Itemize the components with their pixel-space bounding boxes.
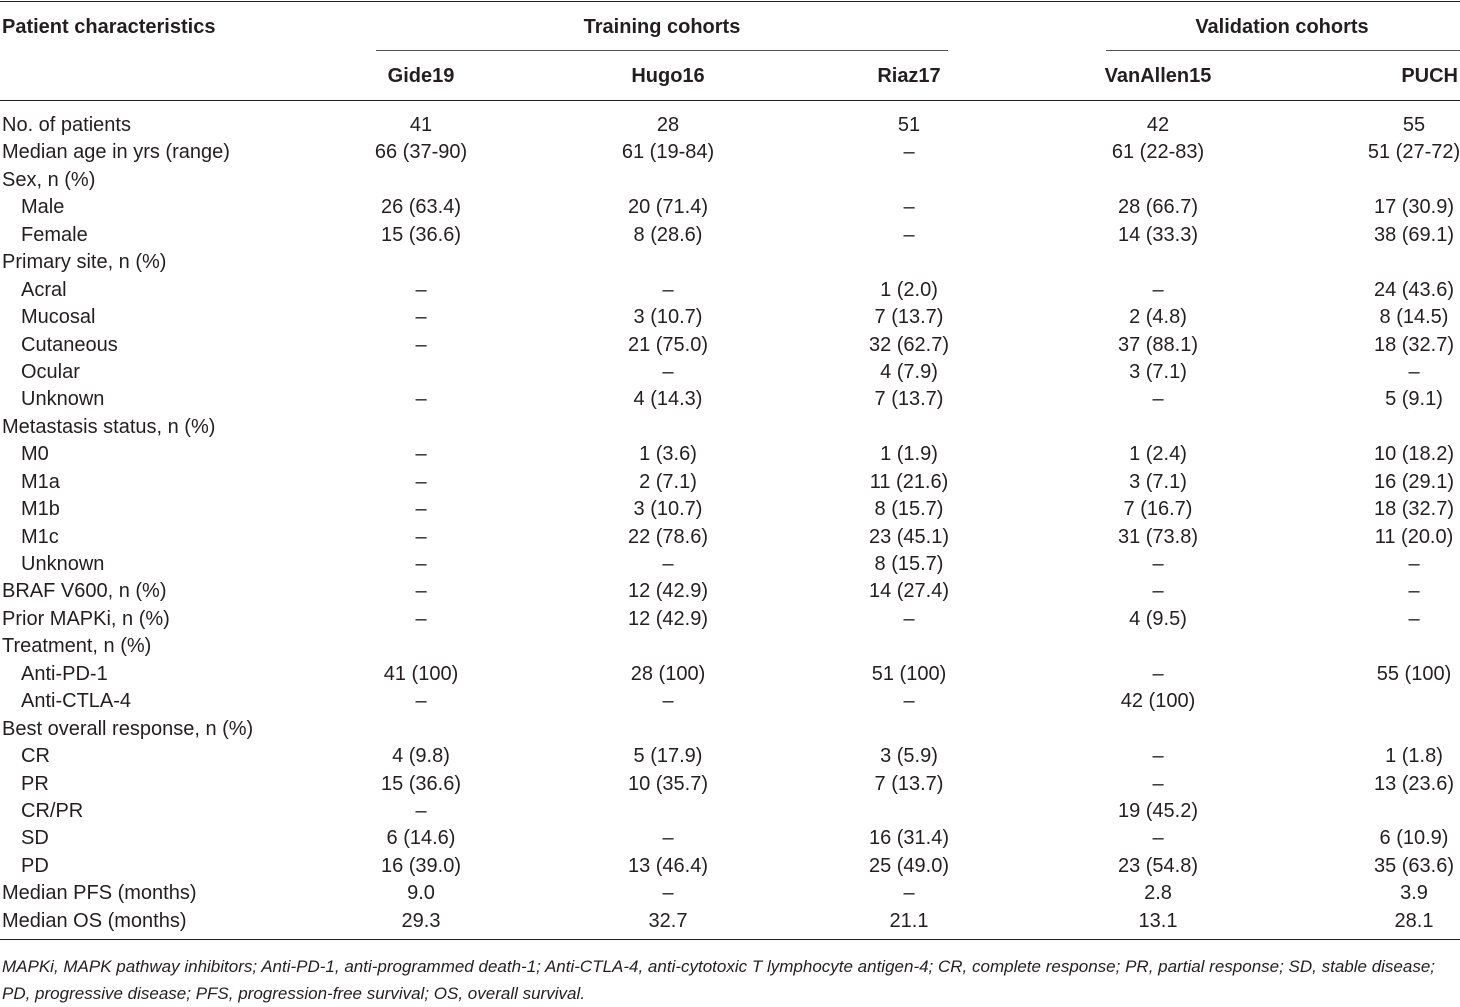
table-row	[0, 524, 1460, 551]
table-cell: 1 (1.8)	[1385, 745, 1443, 768]
table-cell: 55 (100)	[1376, 662, 1452, 685]
table-cell: 2 (4.8)	[1129, 306, 1187, 329]
table-cell: 28.1	[1394, 909, 1434, 932]
table-footnote: MAPKi, MAPK pathway inhibitors; Anti-PD-1, anti-programmed death-1; Anti-CTLA-4, anti-cytotoxic T lymphocyte antigen-4; CR, complete response; PR, partial response; SD, stable disease; PD, progressive disease; PFS, progression-free survival; OS, overall survival.	[2, 957, 1436, 1003]
table-cell: 3 (10.7)	[633, 306, 703, 329]
table-body	[0, 112, 1460, 935]
table-cell: 21 (75.0)	[627, 333, 709, 356]
table-row	[0, 551, 1460, 578]
row-label: PR	[21, 772, 49, 795]
table-bottom-rule	[0, 939, 1460, 940]
row-label: Sex, n (%)	[2, 168, 96, 191]
table-cell: 32.7	[648, 909, 688, 932]
row-label: M1b	[21, 498, 60, 521]
row-label: Mucosal	[21, 306, 96, 329]
column-header-hugo16: Hugo16	[631, 65, 705, 87]
row-label: SD	[21, 827, 49, 850]
table-cell: 42 (100)	[1120, 690, 1196, 713]
table-cell: –	[415, 306, 427, 329]
table-cell: –	[415, 580, 427, 603]
table-row	[0, 880, 1460, 907]
table-row	[0, 441, 1460, 468]
column-header-vanallen15: VanAllen15	[1104, 65, 1212, 87]
row-label: Acral	[21, 278, 67, 301]
table-cell: 13.1	[1138, 909, 1178, 932]
table-cell: 23 (45.1)	[868, 525, 950, 548]
table-cell: –	[1152, 827, 1164, 850]
header-bottom-rule	[0, 100, 1460, 101]
table-cell: –	[1152, 662, 1164, 685]
table-cell: 13 (46.4)	[627, 854, 709, 877]
table-cell: –	[1408, 607, 1420, 630]
table-cell: 3 (10.7)	[633, 498, 703, 521]
table-row	[0, 332, 1460, 359]
table-cell: 28 (100)	[630, 662, 706, 685]
table-cell: 18 (32.7)	[1373, 333, 1455, 356]
table-cell: 6 (10.9)	[1379, 827, 1449, 850]
table-cell: 12 (42.9)	[627, 580, 709, 603]
table-cell: –	[662, 882, 674, 905]
table-cell: –	[1152, 553, 1164, 575]
row-label: Median OS (months)	[2, 909, 187, 932]
row-label: No. of patients	[2, 114, 131, 136]
table-row	[0, 496, 1460, 523]
table-cell: –	[415, 607, 427, 630]
row-label: M1a	[21, 470, 60, 493]
table-row	[0, 798, 1460, 825]
table-row	[0, 716, 1460, 743]
table-cell: –	[662, 827, 674, 850]
table-cell: –	[415, 443, 427, 466]
table-cell: 38 (69.1)	[1373, 223, 1455, 246]
table-row	[0, 743, 1460, 770]
table-cell: 16 (31.4)	[868, 827, 950, 850]
table-cell: 51 (100)	[871, 662, 947, 685]
table-cell: 3.9	[1400, 882, 1428, 905]
table-cell: 28	[656, 114, 680, 136]
table-cell: –	[903, 882, 915, 905]
table-cell: –	[415, 333, 427, 356]
table-cell: 7 (13.7)	[874, 388, 944, 411]
table-cell: 7 (13.7)	[874, 306, 944, 329]
table-cell: –	[1152, 278, 1164, 301]
table-cell: 10 (35.7)	[627, 772, 709, 795]
row-label: Median PFS (months)	[2, 882, 197, 905]
table-cell: –	[1408, 360, 1420, 383]
table-cell: 1 (2.4)	[1129, 443, 1187, 466]
table-cell: 19 (45.2)	[1117, 799, 1199, 822]
table-cell: 3 (5.9)	[880, 745, 938, 768]
table-cell: 51 (27-72)	[1367, 141, 1460, 164]
table-row	[0, 853, 1460, 880]
table-top-rule	[0, 1, 1460, 2]
row-label: Median age in yrs (range)	[2, 141, 230, 164]
table-cell: 26 (63.4)	[380, 196, 462, 219]
table-row	[0, 688, 1460, 715]
table-cell: 12 (42.9)	[627, 607, 709, 630]
row-label: Best overall response, n (%)	[2, 717, 254, 740]
table-cell: –	[1152, 388, 1164, 411]
table-cell: –	[1408, 553, 1420, 575]
table-cell: –	[415, 799, 427, 822]
table-cell: 14 (33.3)	[1117, 223, 1199, 246]
row-label: Anti-PD-1	[21, 662, 108, 685]
table-cell: 3 (7.1)	[1129, 470, 1187, 493]
row-label-header: Patient characteristics	[2, 16, 216, 38]
table-cell: 8 (14.5)	[1379, 306, 1449, 329]
table-cell: 17 (30.9)	[1373, 196, 1455, 219]
table-row	[0, 139, 1460, 166]
column-header-puch: PUCH	[1401, 65, 1458, 87]
row-label: Female	[21, 223, 88, 246]
table-cell: 5 (17.9)	[633, 745, 703, 768]
table-cell: 41 (100)	[383, 662, 459, 685]
table-cell: 18 (32.7)	[1373, 498, 1455, 521]
table-cell: 4 (14.3)	[633, 388, 703, 411]
table-cell: 4 (7.9)	[880, 360, 938, 383]
table-cell: 1 (1.9)	[880, 443, 938, 466]
table-cell: 7 (16.7)	[1123, 498, 1193, 521]
table-cell: 1 (2.0)	[880, 278, 938, 301]
table-row	[0, 249, 1460, 276]
table-row	[0, 414, 1460, 441]
table-cell: 7 (13.7)	[874, 772, 944, 795]
row-label: Ocular	[21, 360, 80, 383]
table-row	[0, 359, 1460, 386]
table-cell: 29.3	[401, 909, 441, 932]
table-cell: 2 (7.1)	[639, 470, 697, 493]
table-row	[0, 277, 1460, 304]
table-row	[0, 304, 1460, 331]
table-cell: 22 (78.6)	[627, 525, 709, 548]
table-cell: –	[415, 388, 427, 411]
row-label: CR	[21, 745, 50, 768]
row-label: Unknown	[21, 553, 105, 575]
group-rule-validation	[1106, 50, 1460, 51]
table-cell: 8 (15.7)	[874, 498, 944, 521]
table-cell: –	[415, 278, 427, 301]
table-cell: 42	[1146, 114, 1170, 136]
table-cell: 21.1	[889, 909, 929, 932]
table-cell: –	[415, 525, 427, 548]
row-label: Cutaneous	[21, 333, 118, 356]
table-row	[0, 469, 1460, 496]
table-row	[0, 222, 1460, 249]
table-cell: –	[1152, 745, 1164, 768]
group-header-training: Training cohorts	[583, 16, 741, 38]
table-cell: 8 (28.6)	[633, 223, 703, 246]
table-cell: –	[662, 553, 674, 575]
row-label: M1c	[21, 525, 59, 548]
table-cell: 9.0	[407, 882, 435, 905]
table-cell: 14 (27.4)	[868, 580, 950, 603]
table-cell: 4 (9.5)	[1129, 607, 1187, 630]
row-label: PD	[21, 854, 49, 877]
table-cell: 13 (23.6)	[1373, 772, 1455, 795]
table-cell: 11 (20.0)	[1374, 525, 1454, 548]
table-row	[0, 578, 1460, 605]
row-label: BRAF V600, n (%)	[2, 580, 167, 603]
table-cell: 28 (66.7)	[1117, 196, 1199, 219]
row-label: Primary site, n (%)	[2, 251, 167, 274]
table-cell: 51	[897, 114, 921, 136]
table-cell: 61 (22-83)	[1111, 141, 1205, 164]
row-label: M0	[21, 443, 49, 466]
table-cell: 16 (29.1)	[1373, 470, 1455, 493]
table-row	[0, 606, 1460, 633]
column-header-gide19: Gide19	[387, 65, 455, 87]
table-cell: 4 (9.8)	[392, 745, 450, 768]
row-label: Male	[21, 196, 65, 219]
row-label: Treatment, n (%)	[2, 635, 152, 658]
table-row	[0, 386, 1460, 413]
table-cell: 66 (37-90)	[374, 141, 468, 164]
table-cell: –	[662, 690, 674, 713]
table-cell: –	[415, 470, 427, 493]
table-cell: –	[1408, 580, 1420, 603]
table-cell: –	[415, 498, 427, 521]
table-cell: 5 (9.1)	[1385, 388, 1443, 411]
table-cell: 31 (73.8)	[1117, 525, 1199, 548]
table-cell: 6 (14.6)	[386, 827, 456, 850]
table-row	[0, 661, 1460, 688]
table-cell: 2.8	[1144, 882, 1172, 905]
table-cell: 15 (36.6)	[380, 223, 462, 246]
column-header-riaz17: Riaz17	[877, 65, 941, 87]
table-cell: 8 (15.7)	[874, 553, 944, 575]
table-cell: 16 (39.0)	[380, 854, 462, 877]
table-cell: –	[903, 223, 915, 246]
row-label: CR/PR	[21, 799, 84, 822]
table-cell: 41	[409, 114, 433, 136]
table-row	[0, 633, 1460, 660]
table-cell: 37 (88.1)	[1117, 333, 1199, 356]
table-cell: –	[1152, 580, 1164, 603]
table-cell: 23 (54.8)	[1117, 854, 1199, 877]
table-cell: 32 (62.7)	[868, 333, 950, 356]
group-header-validation: Validation cohorts	[1195, 16, 1369, 38]
table-cell: 20 (71.4)	[627, 196, 709, 219]
table-cell: 1 (3.6)	[639, 443, 697, 466]
row-label: Unknown	[21, 388, 105, 411]
table-cell: –	[903, 690, 915, 713]
table-cell: –	[1152, 772, 1164, 795]
row-label: Anti-CTLA-4	[21, 690, 132, 713]
table-cell: –	[903, 196, 915, 219]
table-cell: –	[415, 553, 427, 575]
table-cell: 55	[1402, 114, 1426, 136]
row-label: Metastasis status, n (%)	[2, 415, 216, 438]
table-cell: 35 (63.6)	[1373, 854, 1455, 877]
table-cell: –	[662, 360, 674, 383]
table-row	[0, 112, 1460, 139]
table-cell: 10 (18.2)	[1373, 443, 1455, 466]
row-label: Prior MAPKi, n (%)	[2, 607, 170, 630]
table-cell: –	[662, 278, 674, 301]
table-row	[0, 771, 1460, 798]
table-cell: 11 (21.6)	[869, 470, 949, 493]
table-cell: –	[903, 607, 915, 630]
table-row	[0, 825, 1460, 852]
table-cell: 61 (19-84)	[621, 141, 715, 164]
table-cell: –	[903, 141, 915, 164]
table-row	[0, 194, 1460, 221]
table-row	[0, 167, 1460, 194]
table-cell: 3 (7.1)	[1129, 360, 1187, 383]
table-row	[0, 908, 1460, 935]
table-cell: 25 (49.0)	[868, 854, 950, 877]
group-rule-training	[376, 50, 948, 51]
table-cell: 15 (36.6)	[380, 772, 462, 795]
table-cell: 24 (43.6)	[1373, 278, 1455, 301]
table-cell: –	[415, 690, 427, 713]
